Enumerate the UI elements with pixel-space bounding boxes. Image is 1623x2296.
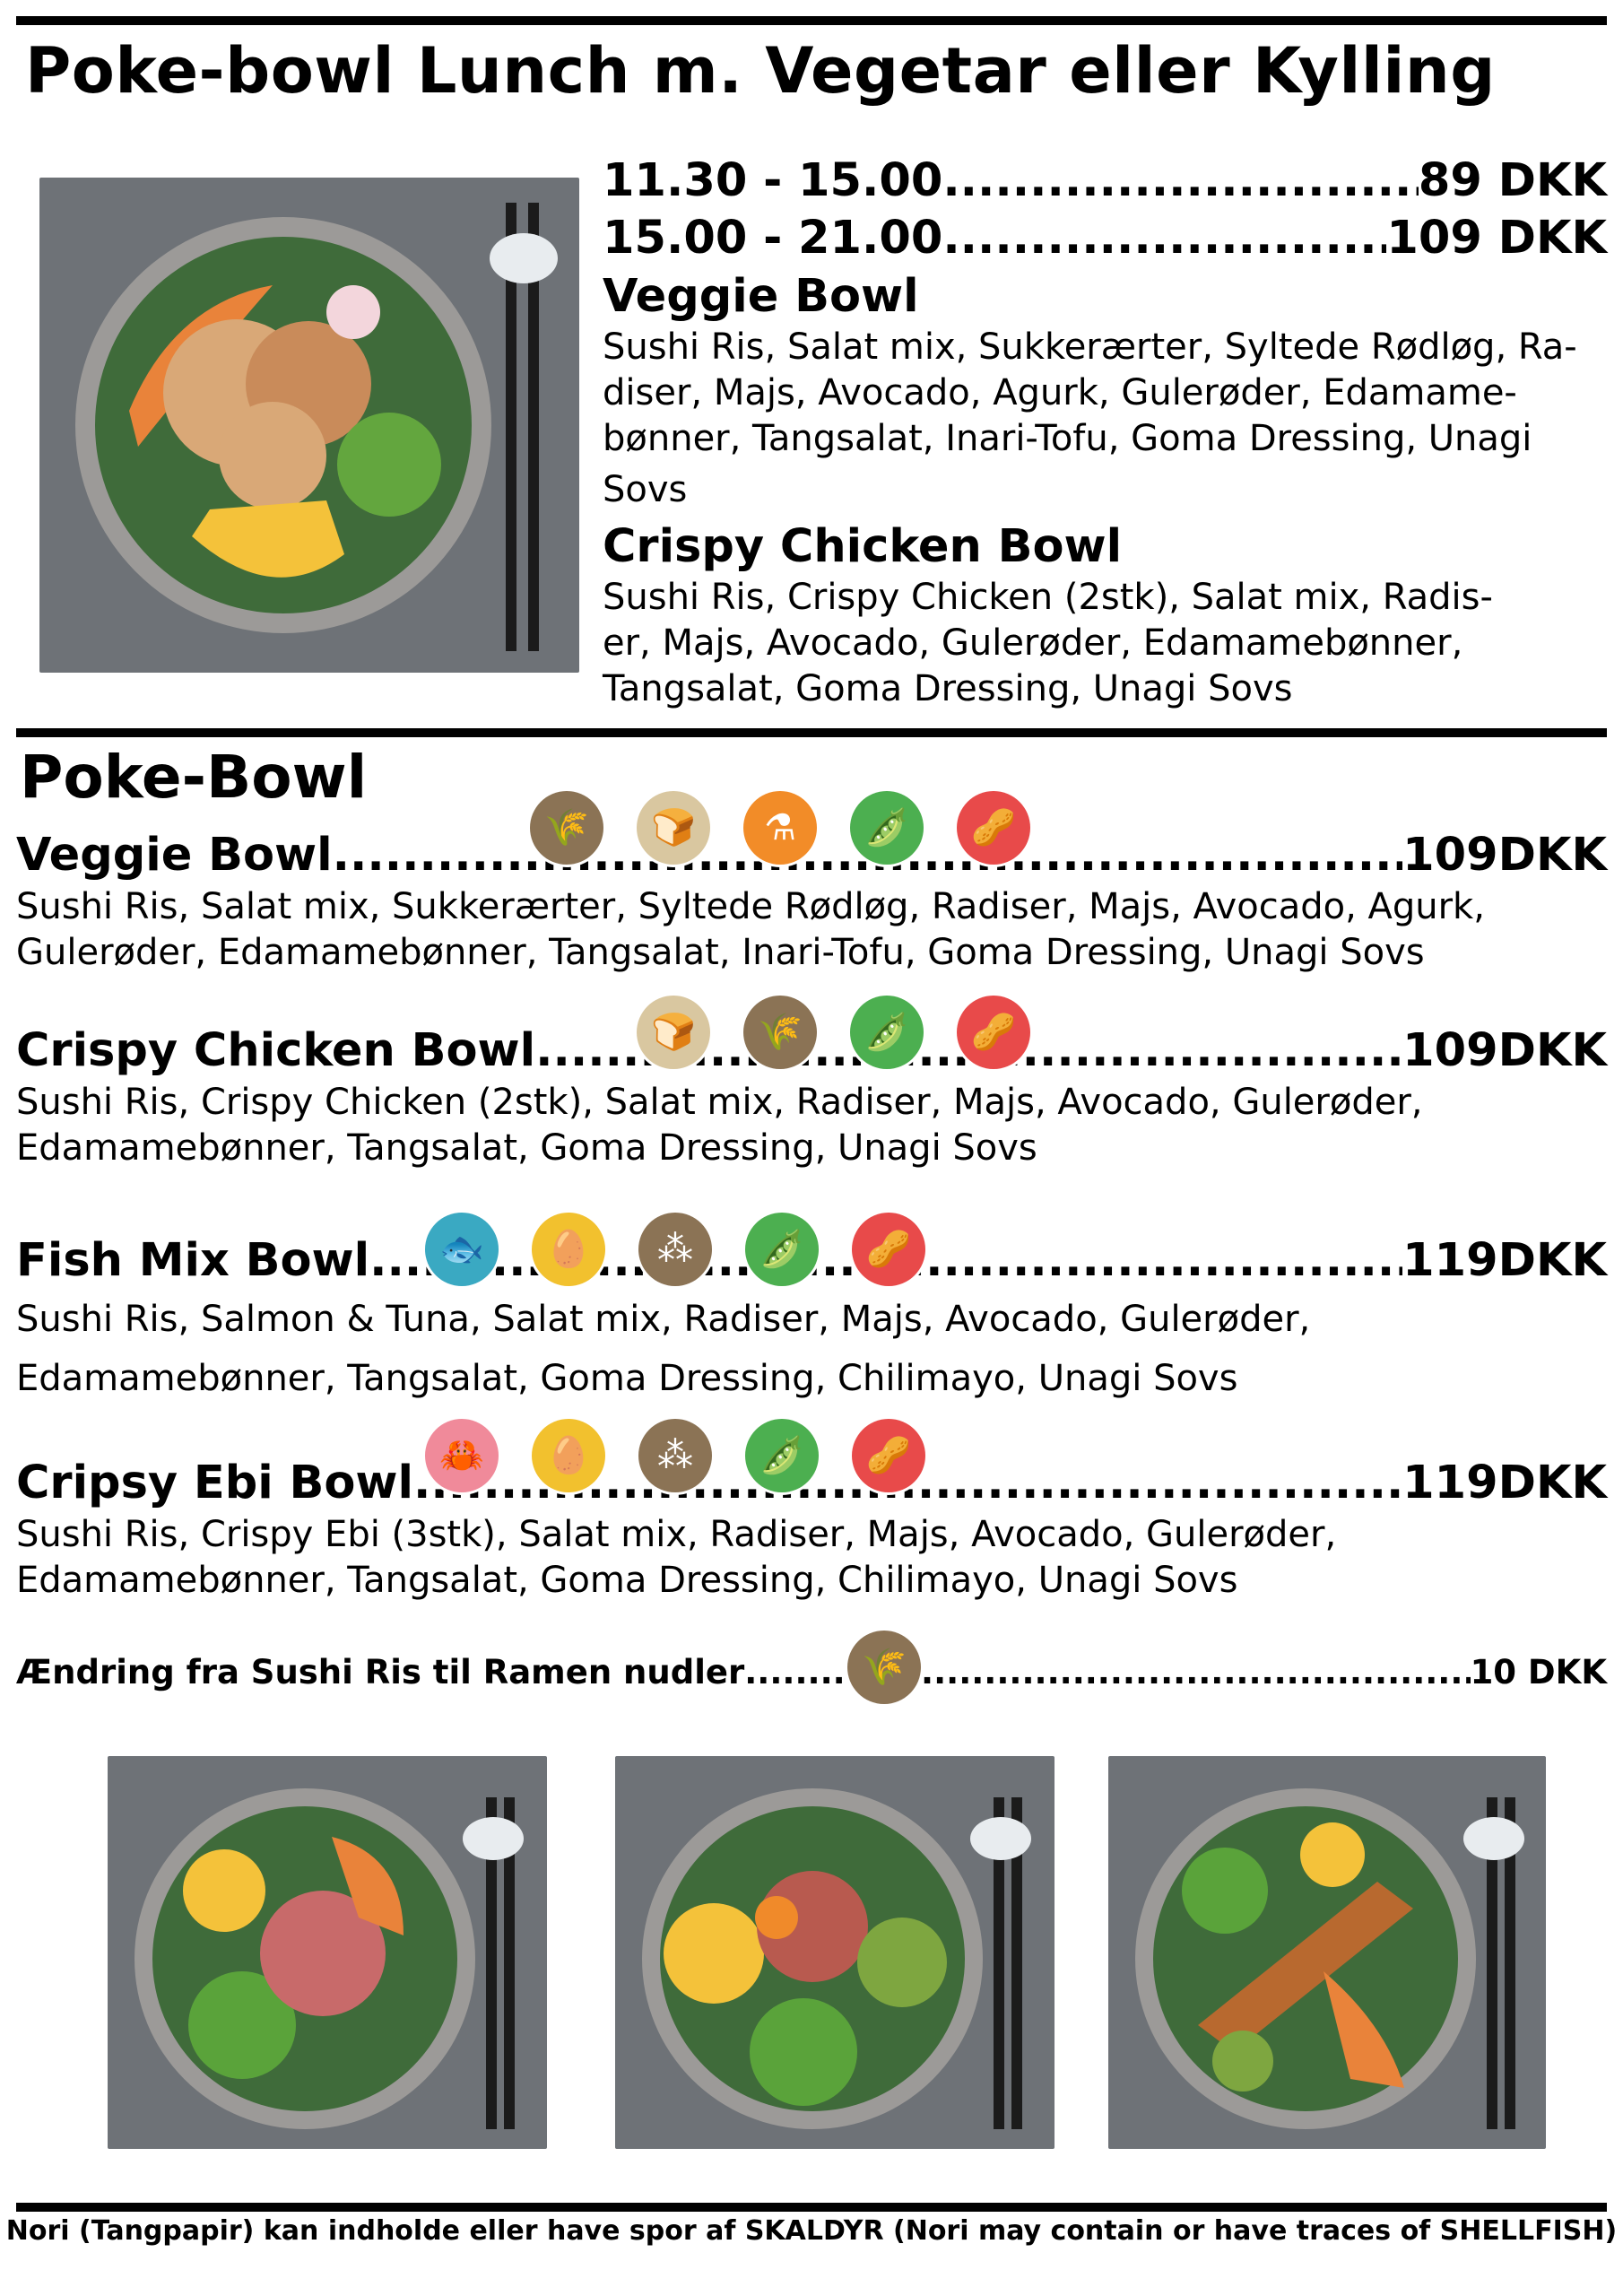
lunch-bowl-photo (39, 178, 579, 673)
lunch-details (603, 152, 1607, 712)
lunch-chicken-title: Crispy Chicken Bowl (603, 520, 1123, 573)
lunch-price-row-1 (603, 152, 1607, 210)
allergen-icons (637, 996, 1030, 1069)
sesame-icon: ⁂ (638, 1213, 712, 1286)
top-rule (16, 16, 1607, 25)
peanut-icon: 🥜 (852, 1419, 925, 1492)
ebi-bowl-photo (1108, 1756, 1546, 2149)
item-price: 109DKK (1402, 829, 1607, 882)
soybean-icon: 🫛 (745, 1213, 819, 1286)
price: 89 DKK (1418, 154, 1607, 207)
bread-icon: 🍞 (637, 791, 710, 865)
swap-label: Ændring fra Sushi Ris til Ramen nudler (16, 1653, 745, 1692)
section-rule (16, 728, 1607, 737)
item-price: 119DKK (1402, 1457, 1607, 1509)
bread-icon: 🍞 (637, 996, 710, 1069)
price: 109 DKK (1386, 212, 1607, 265)
egg-icon: 🥚 (532, 1419, 605, 1492)
time-range: 11.30 - 15.00 (603, 154, 943, 207)
wheat-icon: 🌾 (530, 791, 603, 865)
salmon-bowl-photo (615, 1756, 1055, 2149)
item-price: 119DKK (1402, 1234, 1607, 1287)
allergen-icons (425, 1419, 925, 1492)
wheat-icon: 🌾 (743, 996, 817, 1069)
lunch-price-row-2 (603, 210, 1607, 267)
item-desc: Sushi Ris, Salmon & Tuna, Salat mix, Radiser, Majs, Avocado, Gulerøder, Edamamebønner, Tangsalat, Goma Dressing, Chilimayo, Unagi Sovs (16, 1299, 1311, 1399)
sesame-icon: ⁂ (638, 1419, 712, 1492)
fish-bowl-photo (108, 1756, 547, 2149)
fish-icon: 🐟 (425, 1213, 499, 1286)
wheat-icon: 🌾 (847, 1631, 921, 1704)
item-name: Cripsy Ebi Bowl (16, 1457, 414, 1509)
lunch-veggie-title: Veggie Bowl (603, 270, 919, 323)
footer-rule (16, 2203, 1607, 2212)
item-name: Fish Mix Bowl (16, 1234, 370, 1287)
lunch-veggie-desc: Sushi Ris, Salat mix, Sukkerærter, Syltede Rødløg, Ra- diser, Majs, Avocado, Agurk, Gulerøder, Edamame- bønner, Tangsalat, Inari-Tofu, Goma Dressing, Unagi Sovs (603, 326, 1577, 510)
peanut-icon: 🥜 (957, 791, 1030, 865)
swap-price: 10 DKK (1470, 1653, 1607, 1692)
item-price: 109DKK (1402, 1024, 1607, 1077)
ramen-swap-row (16, 1648, 1607, 1697)
poke-title: Poke-Bowl (20, 743, 368, 812)
lunch-chicken-desc: Sushi Ris, Crispy Chicken (2stk), Salat mix, Radis- er, Majs, Avocado, Gulerøder, Edamamebønner, Tangsalat, Goma Dressing, Unagi Sovs (603, 577, 1493, 709)
soybean-icon: 🫛 (745, 1419, 819, 1492)
soybean-icon: 🫛 (850, 996, 924, 1069)
item-name: Crispy Chicken Bowl (16, 1024, 536, 1077)
lunch-title: Poke-bowl Lunch m. Vegetar eller Kylling (25, 34, 1496, 108)
peanut-icon: 🥜 (852, 1213, 925, 1286)
allergen-icons (847, 1631, 921, 1704)
soy-sauce-icon: ⚗ (743, 791, 817, 865)
allergen-icons (530, 791, 1030, 865)
allergen-icons (425, 1213, 925, 1286)
item-name: Veggie Bowl (16, 829, 333, 882)
soybean-icon: 🫛 (850, 791, 924, 865)
peanut-icon: 🥜 (957, 996, 1030, 1069)
item-desc: Sushi Ris, Crispy Chicken (2stk), Salat mix, Radiser, Majs, Avocado, Gulerøder, Edamamebønner, Tangsalat, Goma Dressing, Unagi Sovs (16, 1082, 1423, 1169)
time-range: 15.00 - 21.00 (603, 212, 943, 265)
footer-note: Nori (Tangpapir) kan indholde eller have spor af SKALDYR (Nori may contain or have traces of SHELLFISH) (5, 2215, 1618, 2247)
egg-icon: 🥚 (532, 1213, 605, 1286)
item-desc: Sushi Ris, Salat mix, Sukkerærter, Syltede Rødløg, Radiser, Majs, Avocado, Agurk, Gulerøder, Edamamebønner, Tangsalat, Inari-Tofu, Goma Dressing, Unagi Sovs (16, 886, 1485, 973)
crab-icon: 🦀 (425, 1419, 499, 1492)
item-desc: Sushi Ris, Crispy Ebi (3stk), Salat mix, Radiser, Majs, Avocado, Gulerøder, Edamamebønner, Tangsalat, Goma Dressing, Chilimayo, Unagi Sovs (16, 1514, 1337, 1601)
